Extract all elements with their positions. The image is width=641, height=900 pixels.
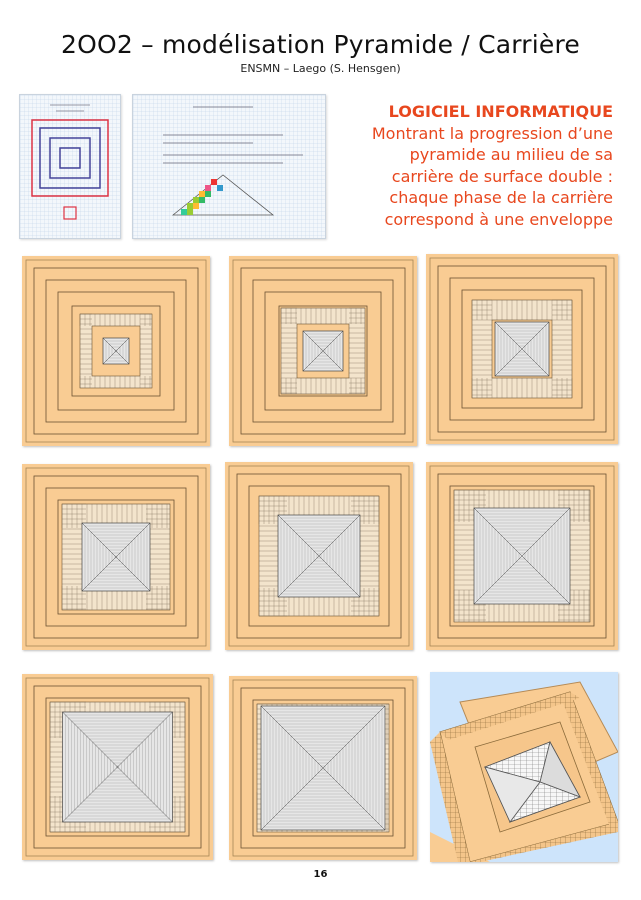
- description-line: carrière de surface double :: [391, 166, 613, 186]
- quarry-phase-3-image: [426, 254, 618, 444]
- page-number: 16: [313, 869, 328, 880]
- software-description: [323, 101, 613, 230]
- page-title: 2OO2 – modélisation Pyramide / Carrière: [61, 30, 580, 59]
- description-line: Montrant la progression d’une: [371, 123, 613, 143]
- quarry-phase-5-image: [225, 462, 413, 650]
- description-line: correspond à une enveloppe: [384, 209, 613, 229]
- quarry-phase-7-image: [22, 674, 213, 860]
- quarry-phase-6-image: [426, 462, 618, 650]
- sketch-elevation-image: [132, 94, 326, 239]
- quarry-phase-2-image: [229, 256, 417, 446]
- software-heading: LOGICIEL INFORMATIQUE: [388, 102, 613, 121]
- quarry-phase-1-image: [22, 256, 210, 446]
- pyramid-perspective-image: [430, 672, 618, 862]
- description-line: pyramide au milieu de sa: [409, 145, 613, 164]
- sketch-plan-image: [19, 94, 121, 239]
- description-line: chaque phase de la carrière: [389, 188, 613, 207]
- page-subtitle: ENSMN – Laego (S. Hensgen): [240, 62, 401, 75]
- quarry-phase-4-image: [22, 464, 210, 650]
- quarry-phase-8-image: [229, 676, 417, 860]
